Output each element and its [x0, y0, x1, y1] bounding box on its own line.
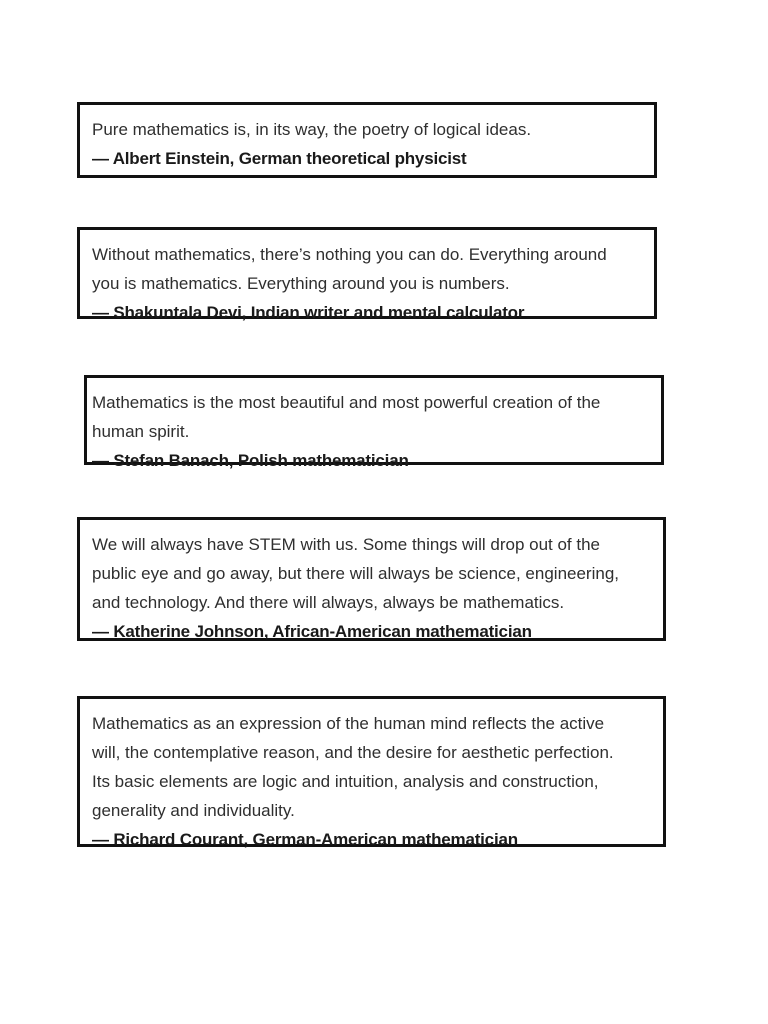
quote-text	[92, 709, 663, 825]
quote-line: Its basic elements are logic and intuition, analysis and construction,	[92, 772, 599, 791]
quote-line: Mathematics as an expression of the human mind reflects the active	[92, 714, 605, 733]
quote-box-johnson	[77, 517, 666, 641]
quote-author: — Albert Einstein, German theoretical physicist	[92, 149, 467, 168]
quote-line: public eye and go away, but there will always be science, engineering,	[92, 564, 619, 583]
quote-line: Pure mathematics is, in its way, the poetry of logical ideas.	[92, 120, 532, 139]
quote-line: you is mathematics. Everything around you is numbers.	[92, 274, 510, 293]
quote-text	[92, 115, 654, 144]
quote-text	[92, 530, 663, 617]
quote-line: generality and individuality.	[92, 801, 295, 820]
quote-box-courant	[77, 696, 666, 847]
quote-text	[92, 240, 654, 298]
quote-text	[92, 388, 661, 446]
quote-author: — Shakuntala Devi, Indian writer and mental calculator	[92, 303, 525, 322]
quote-line: Without mathematics, there’s nothing you can do. Everything around	[92, 245, 607, 264]
quote-line: Mathematics is the most beautiful and most powerful creation of the	[92, 393, 601, 412]
quote-line: will, the contemplative reason, and the desire for aesthetic perfection.	[92, 743, 614, 762]
quote-author: — Stefan Banach, Polish mathematician	[92, 451, 409, 470]
quote-line: human spirit.	[92, 422, 190, 441]
quote-box-einstein	[77, 102, 657, 178]
quote-line: We will always have STEM with us. Some things will drop out of the	[92, 535, 601, 554]
quote-author: — Richard Courant, German-American mathematician	[92, 830, 518, 849]
quote-box-devi	[77, 227, 657, 322]
quote-line: and technology. And there will always, always be mathematics.	[92, 593, 565, 612]
quote-box-banach	[84, 375, 664, 470]
quote-author: — Katherine Johnson, African-American mathematician	[92, 622, 532, 641]
